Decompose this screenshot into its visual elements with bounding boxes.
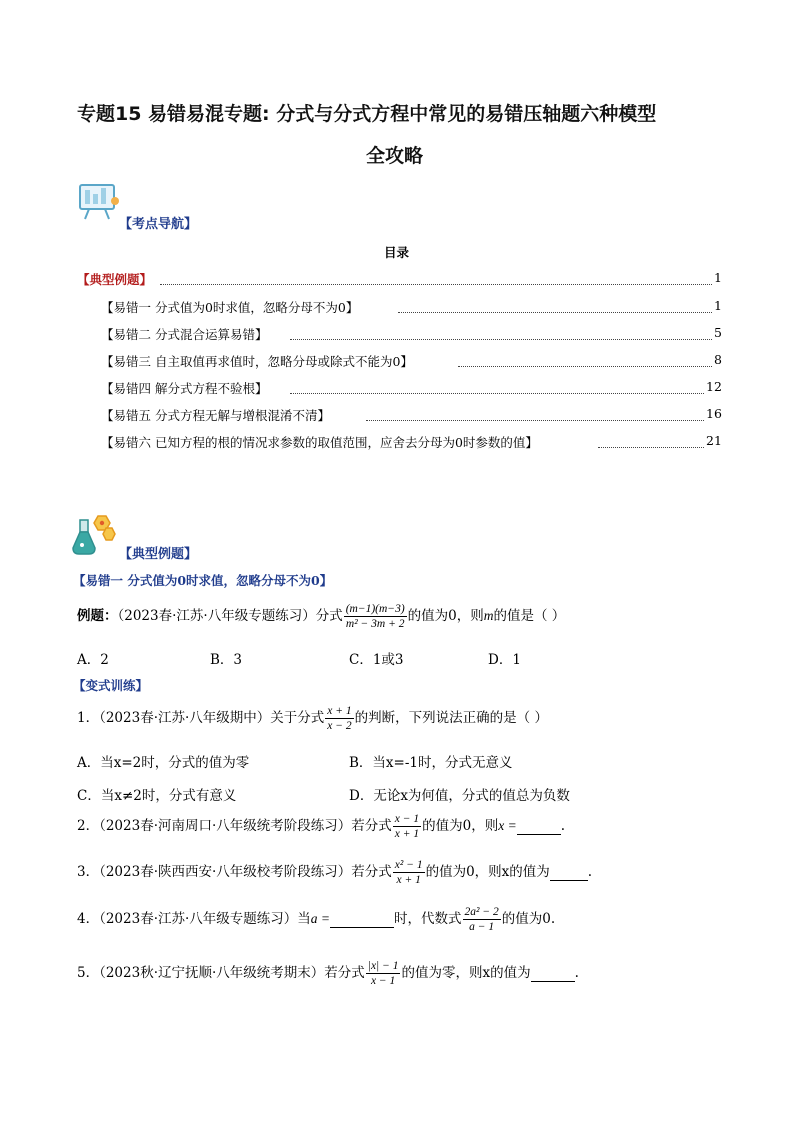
toc-item-page: 1 [714,270,722,285]
q3-fraction [393,858,425,887]
q2-end: . [560,818,566,834]
option-c[interactable]: C．1或3 [349,652,404,668]
flask-icon [70,514,116,560]
q1-fraction [325,704,353,733]
toc-item-label: 【易错二 分式混合运算易错】 [101,327,268,342]
q5-prefix: 5．（2023秋·辽宁抚顺·八年级统考期末）若分式 [77,965,365,981]
q2-prefix: 2．（2023春·河南周口·八年级统考阶段练习）若分式 [77,818,392,834]
fraction-denominator: m² − 3m + 2 [345,618,405,630]
toc-item-label: 【易错四 解分式方程不验根】 [101,381,268,396]
q1-suffix: 的判断，下列说法正确的是（ ） [354,710,548,726]
toc-item-label: 【易错一 分式值为0时求值，忽略分母不为0】 [101,300,359,315]
q3-end: . [587,864,593,880]
toc-item-label: 【易错六 已知方程的根的情况求参数的取值范围，应舍去分母为0时参数的值】 [101,435,538,450]
toc-item-page: 21 [706,433,722,448]
fraction-numerator: (m−1)(m−3) [345,603,405,615]
question-1 [77,704,548,733]
q4-fraction [463,905,501,934]
q3-suffix: 的值为0，则x的值为 [425,864,550,880]
q2-fraction [393,812,421,841]
answer-blank[interactable] [550,864,588,881]
toc-item-page: 1 [714,298,722,313]
whiteboard-icon [75,181,121,225]
fraction-numerator: x + 1 [327,705,352,717]
toc-item-page: 12 [706,379,722,394]
variant-label: 【变式训练】 [73,678,149,693]
q1-option-c[interactable]: C．当x≠2时，分式有意义 [77,788,237,804]
option-d[interactable]: D．1 [488,652,521,668]
fraction-denominator: x + 1 [396,874,421,886]
fraction-numerator: x² − 1 [394,859,423,871]
toc-item-label: 【易错五 分式方程无解与增根混淆不清】 [101,408,330,423]
kaodian-label: 【考点导航】 [119,217,198,232]
q5-suffix: 的值为零，则x的值为 [401,965,531,981]
doc-title-line2: 全攻略 [366,145,424,167]
fraction-denominator: a − 1 [469,921,495,933]
question-2 [77,812,565,841]
doc-title-line1: 专题15 易错易混专题: 分式与分式方程中常见的易错压轴题六种模型 [77,103,657,125]
fraction-denominator: x − 2 [327,720,352,732]
q1-option-d[interactable]: D．无论x为何值，分式的值总为负数 [349,788,570,804]
answer-blank[interactable] [517,818,561,835]
question-5 [77,959,579,988]
answer-blank[interactable] [330,911,394,928]
q5-end: . [574,965,579,981]
option-b[interactable]: B．3 [210,652,243,668]
fraction-numerator: x − 1 [394,813,420,825]
q4-variable: a = [310,911,331,926]
toc-title: 目录 [384,245,410,260]
example-source: （2023春·江苏·八年级专题练习）分式 [117,608,343,624]
q5-fraction [366,959,401,988]
example-variable: m [483,608,494,623]
q1-option-b[interactable]: B．当x=-1时，分式无意义 [349,755,513,771]
fraction-denominator: x + 1 [394,828,420,840]
q3-prefix: 3．（2023春·陕西西安·八年级校考阶段练习）若分式 [77,864,392,880]
answer-blank[interactable] [531,965,575,982]
toc-item-page: 5 [714,325,722,340]
example-label: 例题： [77,608,118,624]
q2-variable: x = [498,818,517,833]
example-fraction [344,602,407,631]
section-sub-heading: 【易错一 分式值为0时求值，忽略分母不为0】 [73,573,333,588]
q4-prefix: 4．（2023春·江苏·八年级专题练习）当 [77,911,311,927]
q2-suffix: 的值为0，则 [422,818,499,834]
toc-item-label: 【易错三 自主取值再求值时，忽略分母或除式不能为0】 [101,354,413,369]
toc-item-label: 【典型例题】 [77,272,153,287]
question-3 [77,858,592,887]
fraction-denominator: x − 1 [370,975,396,987]
fraction-numerator: 2a² − 2 [464,906,499,918]
fraction-numerator: |x| − 1 [367,960,399,972]
option-a[interactable]: A．2 [77,652,109,668]
example-tail2: 的值是（ ） [493,608,566,624]
example-question [77,602,565,631]
toc-item-page: 16 [706,406,722,421]
q4-suffix: 的值为0. [501,911,556,927]
q1-prefix: 1．（2023春·江苏·八年级期中）关于分式 [77,710,325,726]
toc-item-page: 8 [714,352,722,367]
question-4 [77,905,555,934]
section-heading: 【典型例题】 [119,547,198,562]
example-tail: 的值为0，则 [407,608,484,624]
q1-option-a[interactable]: A．当x=2时，分式的值为零 [77,755,250,771]
q4-mid: 时，代数式 [394,911,462,927]
